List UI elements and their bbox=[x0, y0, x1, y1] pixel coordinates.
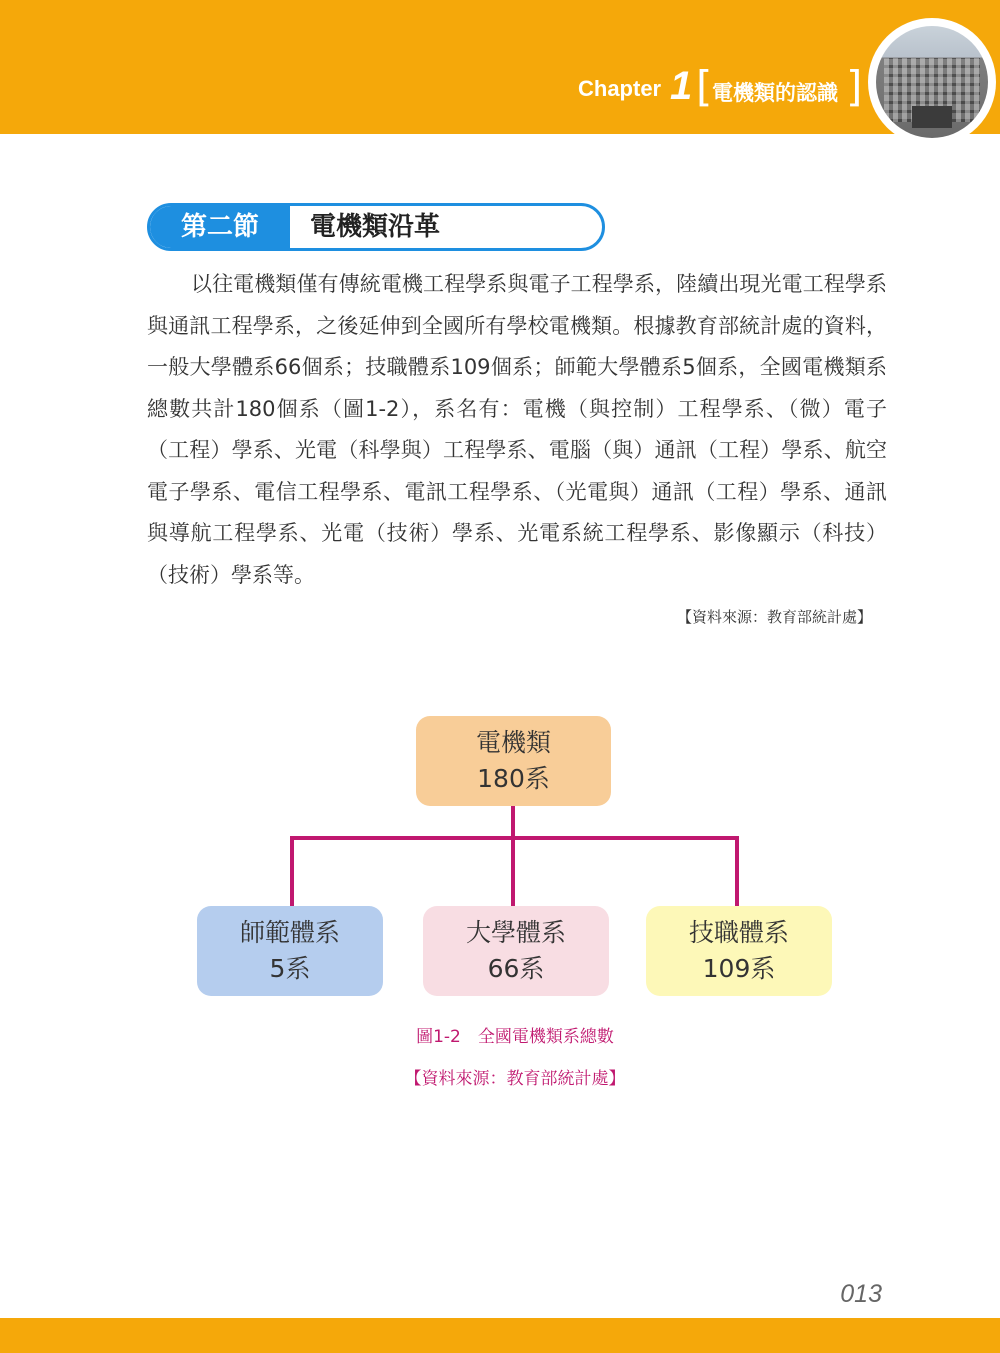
node-count: 180系 bbox=[477, 764, 550, 793]
section-title: 電機類沿革 bbox=[310, 212, 441, 242]
chapter-title: 電機類的認識 bbox=[712, 81, 838, 105]
chapter-bracket-right: ] bbox=[846, 62, 863, 111]
text-source-note: 【資料來源：教育部統計處】 bbox=[676, 608, 872, 626]
node-name: 大學體系 bbox=[465, 918, 566, 947]
org-node-university bbox=[423, 906, 609, 996]
chapter-label: Chapter bbox=[578, 76, 662, 101]
figure-source-note: 【資料來源：教育部統計處】 bbox=[404, 1069, 626, 1089]
node-name: 技職體系 bbox=[688, 918, 789, 947]
body-paragraph: 以往電機類僅有傳統電機工程學系與電子工程學系，陸續出現光電工程學系與通訊工程學系，之後延伸到全國所有學校電機類。根據教育部統計處的資料，一般大學體系66個系；技職體系109個系；師範大學體系5個系，全國電機類系總數共計180個系（圖1-2），系名有：電機（與控制）工程學系、（微）電子（工程）學系、光電（科學與）工程學系、電腦（與）通訊（工程）學系、航空電子學系、電信工程學系、電訊工程學系、（光電與）通訊（工程）學系、通訊與導航工程學系、光電（技術）學系、光電系統工程學系、影像顯示（科技）（技術）學系等。 bbox=[147, 272, 887, 587]
node-count: 66系 bbox=[487, 954, 545, 983]
node-count: 109系 bbox=[702, 954, 776, 983]
org-node-vocational bbox=[646, 906, 832, 996]
node-name: 電機類 bbox=[475, 728, 551, 757]
node-name: 師範體系 bbox=[239, 918, 340, 947]
footer-band bbox=[0, 1318, 1000, 1353]
node-count: 5系 bbox=[269, 954, 311, 983]
org-node-normal-university bbox=[197, 906, 383, 996]
chapter-bracket-left: [ bbox=[696, 62, 713, 111]
figure-caption: 圖1-2 全國電機類系總數 bbox=[416, 1027, 614, 1047]
chapter-number: 1 bbox=[670, 64, 693, 108]
section-number: 第二節 bbox=[150, 206, 290, 248]
org-node-root bbox=[416, 716, 611, 806]
page-number: 013 bbox=[840, 1280, 882, 1308]
